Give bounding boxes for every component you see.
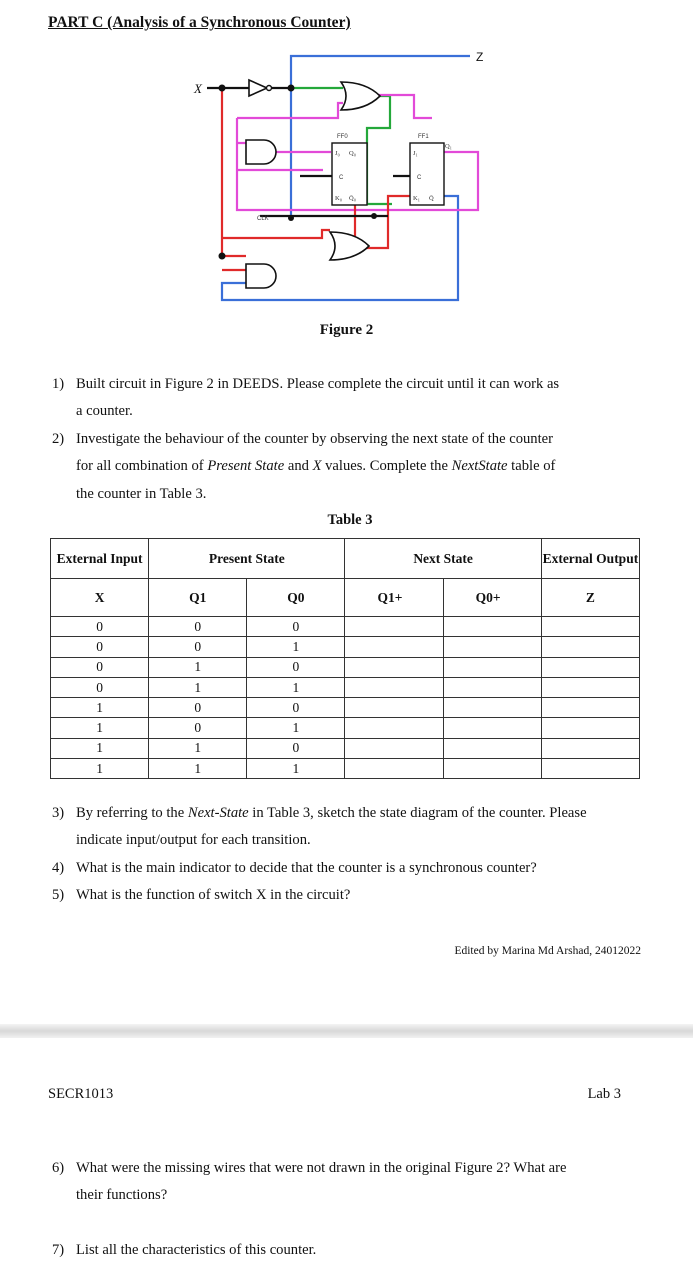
table-row: 1 1 1	[51, 759, 640, 779]
header-external-output: External Output	[541, 539, 639, 579]
wire-red	[222, 88, 411, 270]
output-label: Z	[476, 50, 484, 64]
col-q1-next: Q1+	[345, 579, 443, 617]
and-gate-left	[246, 140, 276, 164]
svg-text:K₀: K₀	[335, 195, 342, 202]
svg-text:Q₁: Q₁	[445, 143, 452, 150]
col-q1: Q1	[149, 579, 247, 617]
table-row: 0 0 1	[51, 637, 640, 657]
lab-label: Lab 3	[587, 1086, 621, 1102]
page-divider	[0, 1024, 693, 1038]
table-row: 0 1 1	[51, 677, 640, 697]
svg-text:Q̄: Q̄	[429, 195, 434, 202]
svg-text:FF0: FF0	[337, 134, 348, 140]
course-code: SECR1013	[48, 1086, 114, 1102]
header-external-input: External Input	[51, 539, 149, 579]
section-heading: PART C (Analysis of a Synchronous Counter)	[48, 14, 351, 31]
and-gate-bottom	[246, 264, 276, 288]
or-gate-top	[341, 82, 380, 110]
input-label: X	[194, 81, 202, 96]
svg-text:K₁: K₁	[413, 195, 420, 202]
question-3: 3) By referring to the Next-State in Table 3, sketch the state diagram of the counter. Please	[52, 805, 587, 821]
svg-text:J₀: J₀	[335, 150, 340, 157]
question-7: 7) List all the characteristics of this counter.	[52, 1242, 317, 1258]
col-q0-next: Q0+	[443, 579, 541, 617]
svg-text:C: C	[417, 175, 422, 181]
table-row: 0 1 0	[51, 657, 640, 677]
credit-line: Edited by Marina Md Arshad, 24012022	[454, 945, 641, 957]
svg-text:C: C	[339, 175, 344, 181]
question-4: 4) What is the main indicator to decide that the counter is a synchronous counter?	[52, 860, 537, 876]
question-6: 6) What were the missing wires that were not drawn in the original Figure 2? What are	[52, 1160, 567, 1176]
table-row: 0 0 0	[51, 617, 640, 637]
question-1: 1) Built circuit in Figure 2 in DEEDS. Please complete the circuit until it can work as	[52, 376, 560, 392]
svg-text:Q₀: Q₀	[349, 150, 356, 157]
col-z: Z	[541, 579, 639, 617]
col-x: X	[51, 579, 149, 617]
svg-text:J₁: J₁	[413, 150, 418, 157]
col-q0: Q0	[247, 579, 345, 617]
question-2: 2) Investigate the behaviour of the counter by observing the next state of the counter	[52, 431, 553, 447]
not-gate	[249, 80, 267, 96]
table-row: 1 0 1	[51, 718, 640, 738]
table-caption: Table 3	[327, 512, 373, 528]
header-present-state: Present State	[149, 539, 345, 579]
next-state-table	[50, 538, 640, 779]
header-next-state: Next State	[345, 539, 541, 579]
table-row: 1 0 0	[51, 698, 640, 718]
svg-text:Q̄₀: Q̄₀	[349, 195, 356, 202]
question-5: 5) What is the function of switch X in the circuit?	[52, 887, 351, 903]
clk-label: CLK	[257, 216, 269, 222]
circuit-diagram	[180, 40, 500, 310]
or-gate-bottom	[330, 232, 369, 260]
figure-caption: Figure 2	[319, 322, 374, 338]
svg-text:FF1: FF1	[418, 134, 429, 140]
table-row: 1 1 0	[51, 738, 640, 758]
